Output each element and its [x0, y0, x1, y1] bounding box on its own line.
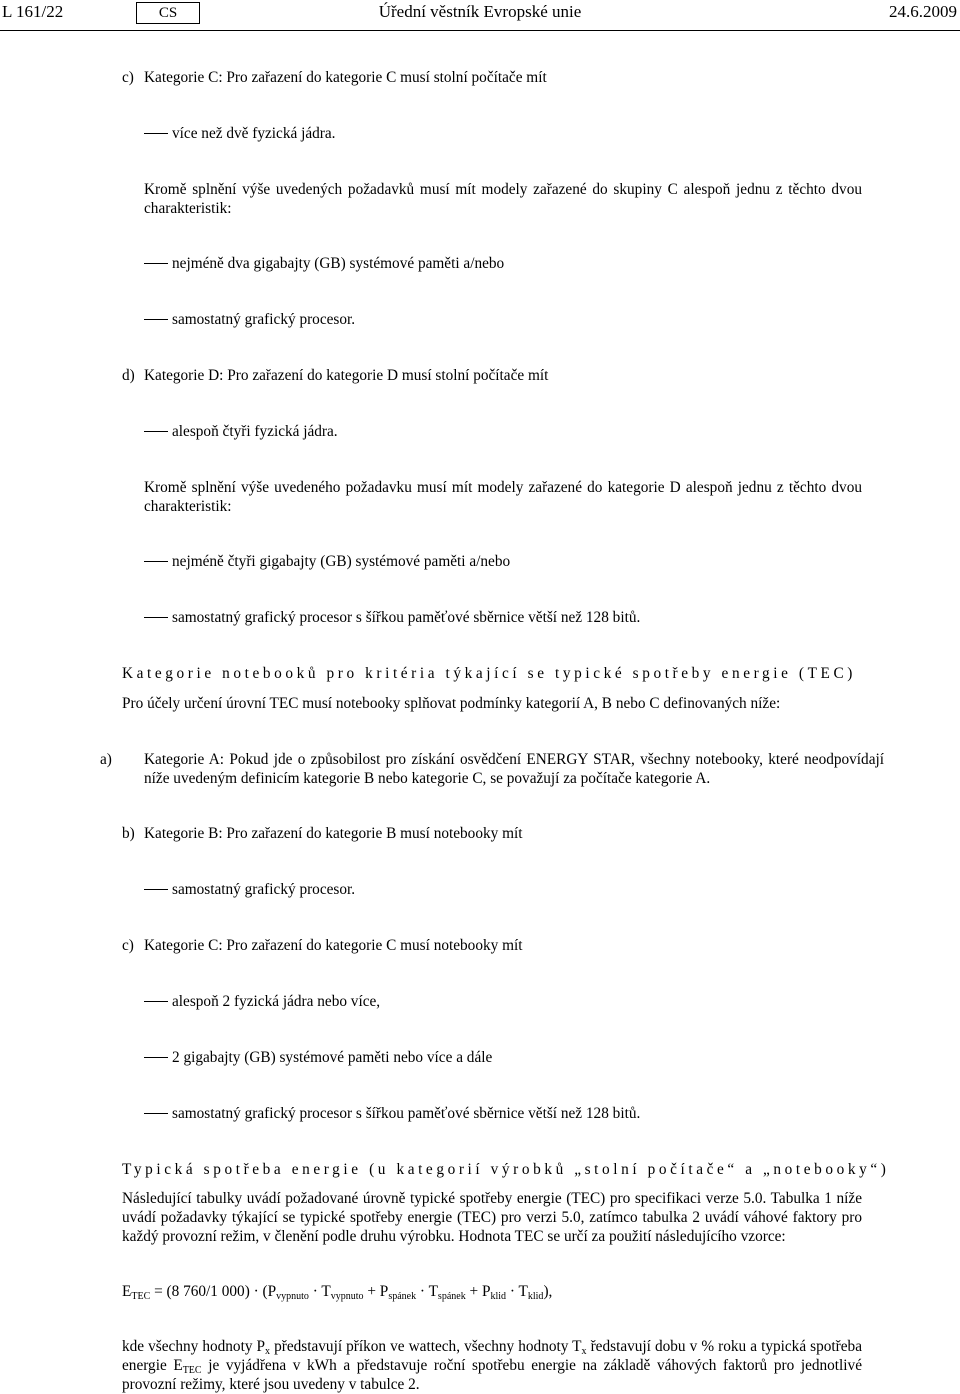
list-item: samostatný grafický procesor.: [144, 310, 355, 329]
item-text: Kategorie D: Pro zařazení do kategorie D musí stolní počítače mít: [144, 367, 549, 384]
paragraph: Následující tabulky uvádí požadované úrovně typické spotřeby energie (TEC) pro specifikaci verze 5.0. Tabulka 1 níže uvádí požadavky týkající se typické spotřeby energie (TEC) pro verzi 5.0, zatímco tabulka 2 uvádí váhové faktory pro každý provozní režim, v členění podle druhu výrobku. Hodnota TEC se určí za použití následujícího vzorce:: [122, 1190, 862, 1245]
item-text: Kategorie A: Pokud jde o způsobilost pro získání osvědčení ENERGY STAR, všechny notebooky, které neodpovídají níže uvedeným definicím kategorie B nebo kategorie C, se považují za počítače kategorie A.: [144, 751, 884, 787]
item-text: Kategorie B: Pro zařazení do kategorie B musí notebooky mít: [144, 825, 523, 842]
publication-date: 24.6.2009: [889, 2, 957, 21]
page-reference: L 161/22: [2, 2, 64, 21]
section-heading: Typická spotřeba energie (u kategorií výrobků „stolní počítače“ a „notebooky“): [122, 1161, 890, 1178]
desktop-category-c: [122, 68, 547, 87]
list-item: samostatný grafický procesor.: [144, 880, 355, 899]
list-item: samostatný grafický procesor s šířkou paměťové sběrnice větší než 128 bitů.: [144, 608, 640, 627]
item-text: Kategorie C: Pro zařazení do kategorie C musí stolní počítače mít: [144, 69, 547, 86]
list-item: nejméně dva gigabajty (GB) systémové paměti a/nebo: [144, 254, 504, 273]
desktop-category-d: [122, 366, 548, 385]
item-label: d): [122, 367, 135, 384]
dash-marker: [144, 133, 168, 134]
dash-marker: [144, 561, 168, 562]
notebook-category-b: [122, 824, 523, 843]
item-label: c): [122, 69, 134, 86]
journal-title: Úřední věstník Evropské unie: [378, 2, 582, 21]
item-label: b): [122, 825, 135, 842]
paragraph: Kromě splnění výše uvedených požadavků musí mít modely zařazené do skupiny C alespoň jednu z těchto dvou charakteristik:: [144, 181, 862, 217]
list-item: alespoň 2 fyzická jádra nebo více,: [144, 992, 380, 1011]
header-divider: [0, 30, 960, 31]
dash-marker: [144, 263, 168, 264]
dash-marker: [144, 889, 168, 890]
notebook-category-c: [122, 936, 523, 955]
tec-formula: $E_{TEC} = (8$ 760/1 $000) \cdot (P_{vypnuto} \cdot T_{vypnuto} + P_{spánek} \cdot T_{spánek} + P_{klid} \cdot T_{klid})$,: [122, 1283, 553, 1302]
formula-explanation: kde všechny hodnoty $P_x$ představují příkon ve wattech, všechny hodnoty $T_x$ ředstavují dobu v % roku a typická spotřeba energie $E_{TEC}$ je vyjádřena v kWh a představuje roční spotřebu energie na základě váhových faktorů pro jednotlivé provozní režimy, které jsou uvedeny v tabulce 2.: [122, 1338, 862, 1393]
dash-marker: [144, 617, 168, 618]
notebook-category-a: [100, 750, 884, 788]
paragraph: Kromě splnění výše uvedeného požadavku musí mít modely zařazené do kategorie D alespoň jednu z těchto dvou charakteristik:: [144, 479, 862, 515]
item-label: c): [122, 937, 134, 954]
section-heading: Kategorie notebooků pro kritéria týkající se typické spotřeby energie (TEC): [122, 665, 856, 682]
list-item: samostatný grafický procesor s šířkou paměťové sběrnice větší než 128 bitů.: [144, 1104, 640, 1123]
list-item: více než dvě fyzická jádra.: [144, 124, 336, 143]
dash-marker: [144, 1057, 168, 1058]
dash-marker: [144, 431, 168, 432]
item-text: Kategorie C: Pro zařazení do kategorie C musí notebooky mít: [144, 937, 523, 954]
dash-marker: [144, 319, 168, 320]
list-item: nejméně čtyři gigabajty (GB) systémové paměti a/nebo: [144, 552, 510, 571]
list-item: 2 gigabajty (GB) systémové paměti nebo více a dále: [144, 1048, 492, 1067]
item-label: a): [100, 751, 112, 768]
dash-marker: [144, 1001, 168, 1002]
paragraph: Pro účely určení úrovní TEC musí notebooky splňovat podmínky kategorií A, B nebo C definovaných níže:: [122, 695, 781, 712]
page-header: [0, 2, 960, 32]
dash-marker: [144, 1113, 168, 1114]
language-badge: CS: [136, 2, 200, 24]
list-item: alespoň čtyři fyzická jádra.: [144, 422, 338, 441]
